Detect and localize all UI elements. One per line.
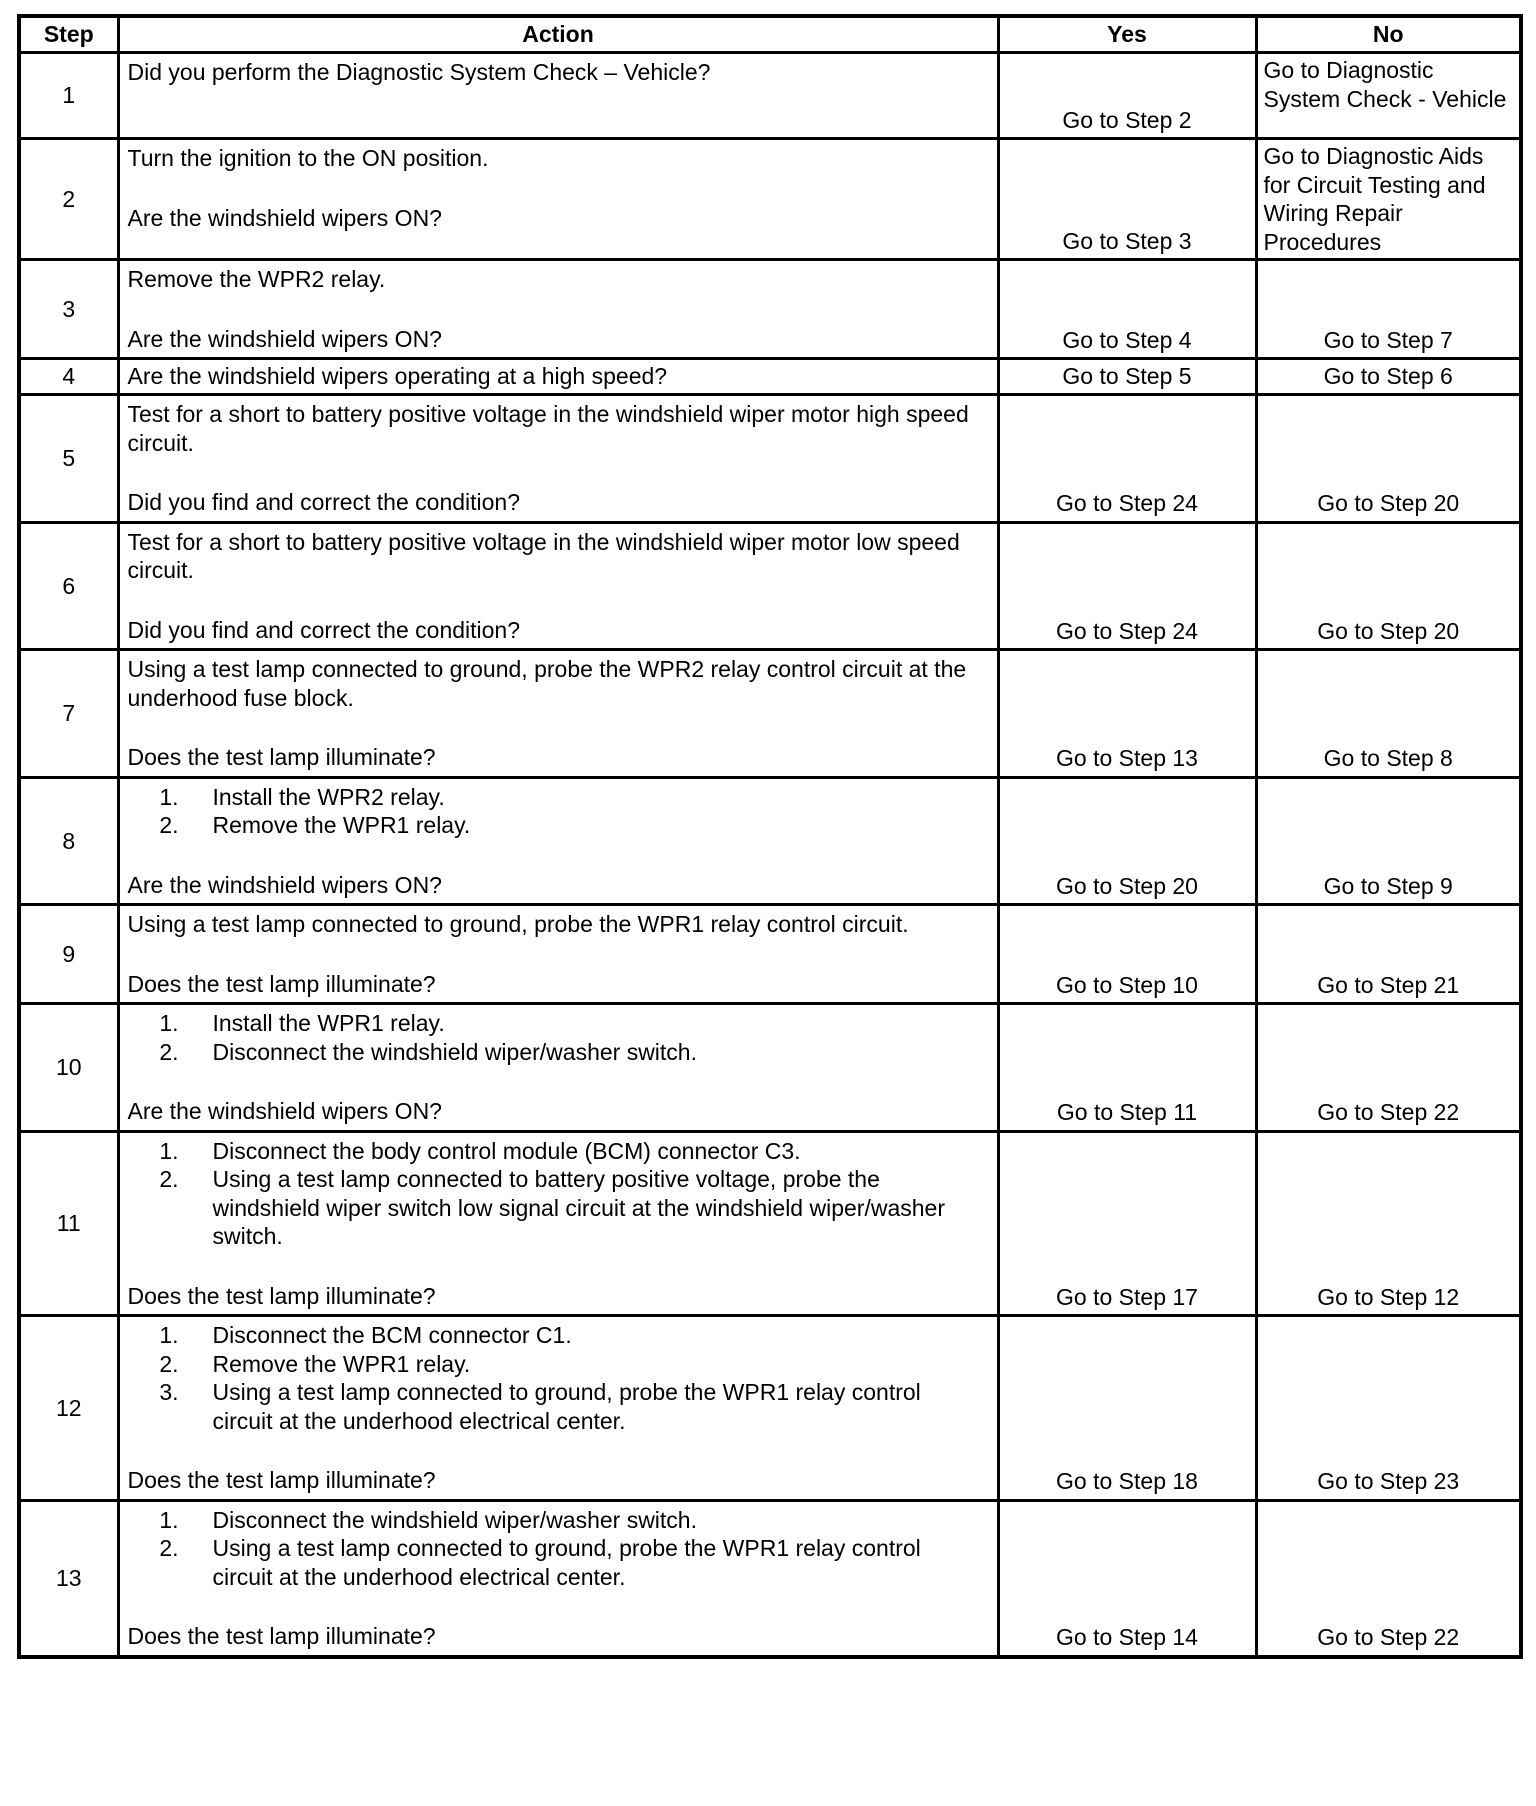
header-no: No xyxy=(1256,16,1521,53)
header-row xyxy=(19,16,1521,53)
table-row xyxy=(19,1004,1521,1132)
table-row xyxy=(19,522,1521,650)
action-cell xyxy=(118,905,998,1004)
table-row xyxy=(19,650,1521,778)
step-number: 10 xyxy=(19,1004,118,1132)
header-action: Action xyxy=(118,16,998,53)
substep-item xyxy=(128,1009,987,1038)
yes-link[interactable]: Go to Step 10 xyxy=(998,905,1256,1004)
action-text: Did you perform the Diagnostic System Check – Vehicle? xyxy=(127,59,711,85)
yes-link[interactable]: Go to Step 5 xyxy=(998,359,1256,395)
substep-list xyxy=(128,1506,987,1592)
no-link[interactable]: Go to Step 22 xyxy=(1256,1500,1521,1657)
substep-number: 1. xyxy=(159,1506,179,1533)
substep-text: Disconnect the BCM connector C1. xyxy=(212,1322,572,1348)
action-cell xyxy=(118,777,998,905)
step-number: 12 xyxy=(19,1316,118,1501)
action-cell xyxy=(118,522,998,650)
substep-text: Disconnect the body control module (BCM) connector C3. xyxy=(212,1137,801,1164)
no-link[interactable]: Go to Step 8 xyxy=(1256,650,1521,778)
action-text: Are the windshield wipers operating at a high speed? xyxy=(127,363,668,389)
substep-item xyxy=(128,1137,987,1166)
action-cell xyxy=(118,1316,998,1501)
no-link[interactable]: Go to Step 7 xyxy=(1256,260,1521,359)
action-question: Does the test lamp illuminate? xyxy=(127,1623,436,1649)
yes-link[interactable]: Go to Step 11 xyxy=(998,1004,1256,1132)
diagnostic-table xyxy=(17,14,1523,1659)
action-cell xyxy=(118,1004,998,1132)
substep-text: Remove the WPR1 relay. xyxy=(212,812,471,838)
action-cell xyxy=(118,359,998,395)
step-number: 5 xyxy=(19,395,118,523)
no-link[interactable]: Go to Diagnostic System Check - Vehicle xyxy=(1256,53,1521,139)
substep-item xyxy=(128,1506,987,1535)
substep-number: 2. xyxy=(159,812,179,838)
action-question: Does the test lamp illuminate? xyxy=(127,1467,436,1493)
step-number: 7 xyxy=(19,650,118,778)
substep-number: 3. xyxy=(159,1379,179,1405)
action-question: Does the test lamp illuminate? xyxy=(127,970,436,997)
yes-link[interactable]: Go to Step 14 xyxy=(998,1500,1256,1657)
table-row xyxy=(19,1316,1521,1501)
action-question: Does the test lamp illuminate? xyxy=(127,1282,436,1309)
substep-number: 1. xyxy=(159,1137,179,1164)
no-link[interactable]: Go to Step 20 xyxy=(1256,522,1521,650)
yes-link[interactable]: Go to Step 3 xyxy=(998,139,1256,260)
action-question: Did you find and correct the condition? xyxy=(127,489,521,515)
no-link[interactable]: Go to Step 21 xyxy=(1256,905,1521,1004)
yes-link[interactable]: Go to Step 20 xyxy=(998,777,1256,905)
step-number: 6 xyxy=(19,522,118,650)
header-yes: Yes xyxy=(998,16,1256,53)
action-cell xyxy=(118,260,998,359)
table-row xyxy=(19,260,1521,359)
action-text: Using a test lamp connected to ground, probe the WPR1 relay control circuit. xyxy=(127,911,909,937)
action-cell xyxy=(118,650,998,778)
no-link[interactable]: Go to Step 23 xyxy=(1256,1316,1521,1501)
action-text: Turn the ignition to the ON position. xyxy=(127,145,489,171)
yes-link[interactable]: Go to Step 18 xyxy=(998,1316,1256,1501)
substep-text: Disconnect the windshield wiper/washer switch. xyxy=(212,1038,697,1065)
action-cell xyxy=(118,395,998,523)
step-number: 3 xyxy=(19,260,118,359)
substep-item xyxy=(128,1350,987,1379)
no-link[interactable]: Go to Step 22 xyxy=(1256,1004,1521,1132)
action-cell xyxy=(118,1131,998,1316)
action-text: Test for a short to battery positive voltage in the windshield wiper motor high speed circuit. xyxy=(127,401,969,456)
substep-text: Using a test lamp connected to ground, probe the WPR1 relay control circuit at the underhood electrical center. xyxy=(212,1379,921,1434)
substep-list xyxy=(128,1321,987,1435)
substep-number: 2. xyxy=(159,1166,179,1192)
substep-number: 1. xyxy=(159,1010,179,1036)
no-link[interactable]: Go to Step 9 xyxy=(1256,777,1521,905)
action-text: Test for a short to battery positive voltage in the windshield wiper motor low speed circuit. xyxy=(127,528,960,583)
substep-item xyxy=(128,1321,987,1350)
substep-item xyxy=(128,1038,987,1067)
action-text: Remove the WPR2 relay. xyxy=(127,266,386,292)
no-link[interactable]: Go to Step 20 xyxy=(1256,395,1521,523)
substep-item xyxy=(128,783,987,812)
yes-link[interactable]: Go to Step 2 xyxy=(998,53,1256,139)
header-step: Step xyxy=(19,16,118,53)
substep-number: 2. xyxy=(159,1350,179,1377)
no-link[interactable]: Go to Step 12 xyxy=(1256,1131,1521,1316)
table-row xyxy=(19,53,1521,139)
yes-link[interactable]: Go to Step 4 xyxy=(998,260,1256,359)
yes-link[interactable]: Go to Step 24 xyxy=(998,522,1256,650)
table-row xyxy=(19,1500,1521,1657)
step-number: 8 xyxy=(19,777,118,905)
substep-number: 2. xyxy=(159,1535,179,1561)
action-cell xyxy=(118,53,998,139)
action-question: Are the windshield wipers ON? xyxy=(127,871,442,898)
step-number: 1 xyxy=(19,53,118,139)
action-question: Are the windshield wipers ON? xyxy=(127,1098,442,1124)
action-cell xyxy=(118,139,998,260)
table-row xyxy=(19,1131,1521,1316)
step-number: 2 xyxy=(19,139,118,260)
step-number: 11 xyxy=(19,1131,118,1316)
substep-item xyxy=(128,811,987,840)
substep-text: Install the WPR2 relay. xyxy=(212,783,445,810)
step-number: 13 xyxy=(19,1500,118,1657)
table-row xyxy=(19,359,1521,395)
substep-text: Using a test lamp connected to battery positive voltage, probe the windshield wiper switch low signal circuit at the windshield wiper/washer switch. xyxy=(212,1166,945,1249)
step-number: 4 xyxy=(19,359,118,395)
substep-item xyxy=(128,1165,987,1251)
yes-link[interactable]: Go to Step 17 xyxy=(998,1131,1256,1316)
substep-text: Install the WPR1 relay. xyxy=(212,1010,445,1036)
substep-text: Using a test lamp connected to ground, probe the WPR1 relay control circuit at the underhood electrical center. xyxy=(212,1535,921,1590)
substep-list xyxy=(128,1137,987,1251)
action-cell xyxy=(118,1500,998,1657)
table-row xyxy=(19,139,1521,260)
no-link[interactable]: Go to Step 6 xyxy=(1256,359,1521,395)
table-row xyxy=(19,777,1521,905)
substep-number: 2. xyxy=(159,1038,179,1065)
substep-text: Disconnect the windshield wiper/washer switch. xyxy=(212,1506,697,1533)
substep-text: Remove the WPR1 relay. xyxy=(212,1350,471,1377)
substep-number: 1. xyxy=(159,783,179,810)
substep-item xyxy=(128,1378,987,1435)
substep-list xyxy=(128,783,987,840)
substep-number: 1. xyxy=(159,1322,179,1348)
yes-link[interactable]: Go to Step 13 xyxy=(998,650,1256,778)
no-link[interactable]: Go to Diagnostic Aids for Circuit Testing and Wiring Repair Procedures xyxy=(1256,139,1521,260)
table-row xyxy=(19,395,1521,523)
action-question: Are the windshield wipers ON? xyxy=(127,325,442,352)
step-number: 9 xyxy=(19,905,118,1004)
action-text: Using a test lamp connected to ground, probe the WPR2 relay control circuit at the underhood fuse block. xyxy=(127,656,967,711)
action-question: Does the test lamp illuminate? xyxy=(127,744,436,770)
table-row xyxy=(19,905,1521,1004)
substep-list xyxy=(128,1009,987,1066)
substep-item xyxy=(128,1534,987,1591)
yes-link[interactable]: Go to Step 24 xyxy=(998,395,1256,523)
action-question: Did you find and correct the condition? xyxy=(127,616,521,643)
action-question: Are the windshield wipers ON? xyxy=(127,204,442,231)
